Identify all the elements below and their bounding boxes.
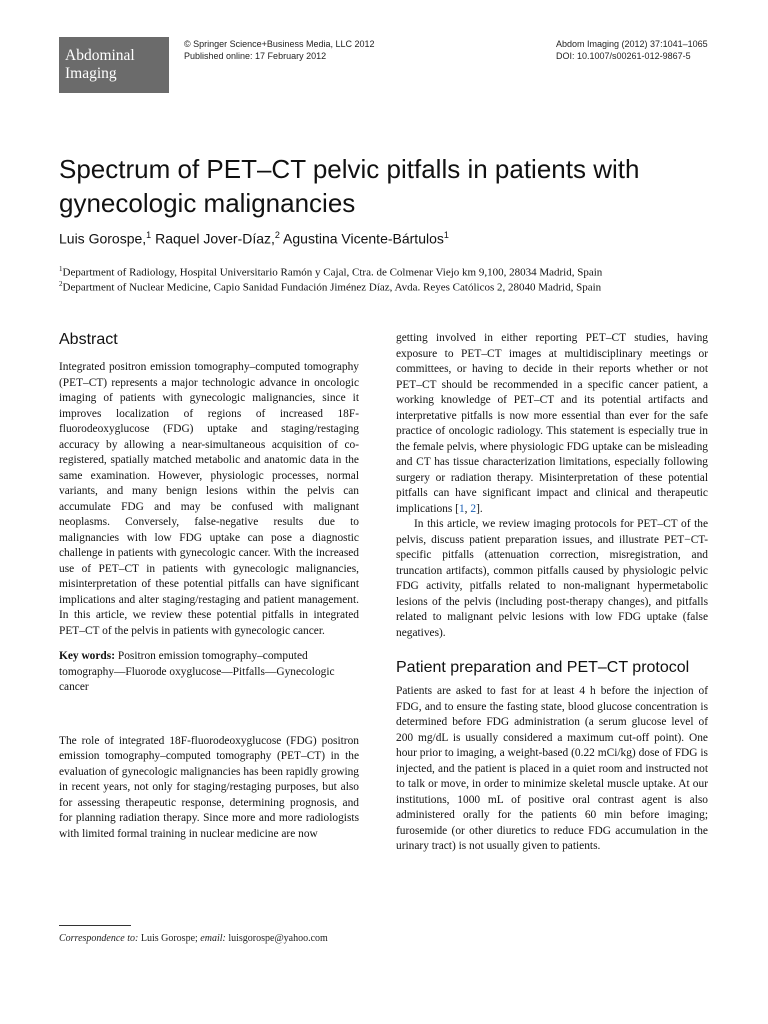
footnote-rule (59, 925, 131, 926)
section-paragraph: Patients are asked to fast for at least 4 h before the injection of FDG, and to ensure the fasting state, blood glucose concentration is determined before FDG administration (a serum glucose level of 200 mg/dL is usually considered a maximum cut-off point). One hour prior to imaging, a weight-based (0.22 mCi/kg) dose of FDG is injected, and the patient is placed in a quiet room and instructed not to talk or move, in order to minimize skeletal muscle uptake. At our institutions, 1000 mL of positive oral contrast agent is also administered orally for the patients 60 min before imaging; furosemide (or other diuretics to reduce FDG accumulation in the urinary tract) is not usually given to patients. (396, 685, 708, 852)
keywords-text: Positron emission tomography–computed tomography—Fluorode oxyglucose—Pitfalls—Gynecologic cancer (59, 650, 335, 693)
affiliation-number: 1 (59, 265, 63, 273)
publisher-info (184, 38, 375, 62)
author-name: Raquel Jover-Díaz, (155, 230, 275, 247)
article-title: Spectrum of PET–CT pelvic pitfalls in patients with gynecologic malignancies (59, 154, 640, 218)
intro-paragraph-2: In this article, we review imaging protocols for PET–CT of the pelvis, discuss patient preparation issues, and illustrate PET−CT-specific pitfalls (attenuation correction, misregistration, and truncation artifacts), common pitfalls caused by physiologic pelvic FDG activity, pitfalls related to non-malignant hypermetabolic lesions of the pelvis (including post-therapy changes), and pitfalls related to malignant pelvic lesions with low FDG uptake (false negatives). (396, 518, 708, 639)
citation-info (556, 38, 708, 62)
author-affiliation-mark: 1 (146, 230, 152, 240)
correspondence-footnote (59, 933, 328, 944)
correspondence-email: luisgorospe@yahoo.com (228, 933, 328, 944)
published-date: Published online: 17 February 2012 (184, 51, 327, 61)
correspondence-label: Correspondence to: (59, 933, 139, 944)
logo-line-1: Abdominal (65, 47, 135, 64)
keywords (59, 649, 359, 696)
citation: Abdom Imaging (2012) 37:1041–1065 (556, 39, 708, 49)
section-heading: Patient preparation and PET–CT protocol (396, 659, 690, 676)
reference-link[interactable]: 1 (458, 502, 465, 515)
author-name: Luis Gorospe, (59, 230, 147, 247)
correspondence-name: Luis Gorospe; (140, 933, 198, 944)
author-affiliation-mark: 1 (443, 230, 449, 240)
left-column (59, 331, 359, 842)
logo-line-2: Imaging (65, 65, 117, 82)
reference-separator: , (464, 502, 471, 515)
email-label: email: (200, 933, 226, 944)
intro-paragraph-continued (396, 331, 708, 517)
affiliation (59, 277, 719, 296)
affiliation-text: Department of Nuclear Medicine, Capio Sanidad Fundación Jiménez Díaz, Avda. Reyes Católicos 2, 28040 Madrid, Spain (62, 281, 602, 294)
abstract-text: Integrated positron emission tomography–computed tomography (PET–CT) represents a major technologic advance in oncologic imaging of patients with gynecologic malignancies, since it improves localization of regions of increased 18F-fluorodeoxyglucose (FDG) uptake and staging/restaging accuracy by allowing a near-simultaneous acquisition of co-registered, spatially matched metabolic and anatomic data in the same examination. However, physiologic processes, normal variants, and many benign lesions within the pelvis can accumulate FDG and may be confused with malignant neoplasms. Conversely, false-negative results due to malignancies with low FDG uptake can pose a diagnostic challenge in patients with gynecologic cancer. With the increased use of PET–CT in patients with gynecologic malignancies, misinterpretation of these potential pitfalls can have significant implications and alter staging/restaging and patient management. In this article, we review these potential pitfalls in integrated PET–CT of the pelvis in patients with gynecologic cancer. (59, 361, 359, 637)
reference-link[interactable]: 2 (470, 502, 477, 515)
author-list (59, 230, 449, 247)
intro-paragraph: The role of integrated 18F-fluorodeoxyglucose (FDG) positron emission tomography–computed tomography (PET–CT) in the evaluation of gynecologic malignancies has been rapidly growing in recent years, not only for staging/restaging purposes, but also for assessing therapeutic response, determining prognosis, and for planning radiation therapy. Since more and more radiologists with limited formal training in nuclear medicine are now (59, 734, 359, 840)
journal-logo (59, 37, 169, 93)
abstract-heading: Abstract (59, 331, 118, 348)
doi: DOI: 10.1007/s00261-012-9867-5 (556, 51, 691, 61)
affiliation-number: 2 (59, 280, 63, 288)
intro-text: getting involved in either reporting PET–CT studies, having exposure to PET–CT images at multidisciplinary meetings or committees, or having to decide in their reports whether or not PET–CT should be recommended in a specific cancer patient, a working knowledge of PET–CT and its potential artifacts and interpretative pitfalls is now more essential than ever for the safe practice of oncologic radiology. This statement is especially true in the female pelvis, where physiologic FDG uptake can be misleading and CT has tissue characterization limitations, especially following surgery or radiation therapy. Misinterpretation of these potential pitfalls can have significant impact and clinical and therapeutic implications [ (396, 332, 708, 515)
copyright: © Springer Science+Business Media, LLC 2012 (184, 39, 375, 49)
author-name: Agustina Vicente-Bártulos (283, 230, 444, 247)
author-affiliation-mark: 2 (274, 230, 280, 240)
right-column (396, 331, 708, 855)
keywords-label: Key words: (59, 650, 115, 662)
intro-text-end: ]. (476, 502, 483, 515)
affiliation-text: Department of Radiology, Hospital Universitario Ramón y Cajal, Ctra. de Colmenar Viejo km 9,100, 28034 Madrid, Spain (62, 266, 603, 279)
